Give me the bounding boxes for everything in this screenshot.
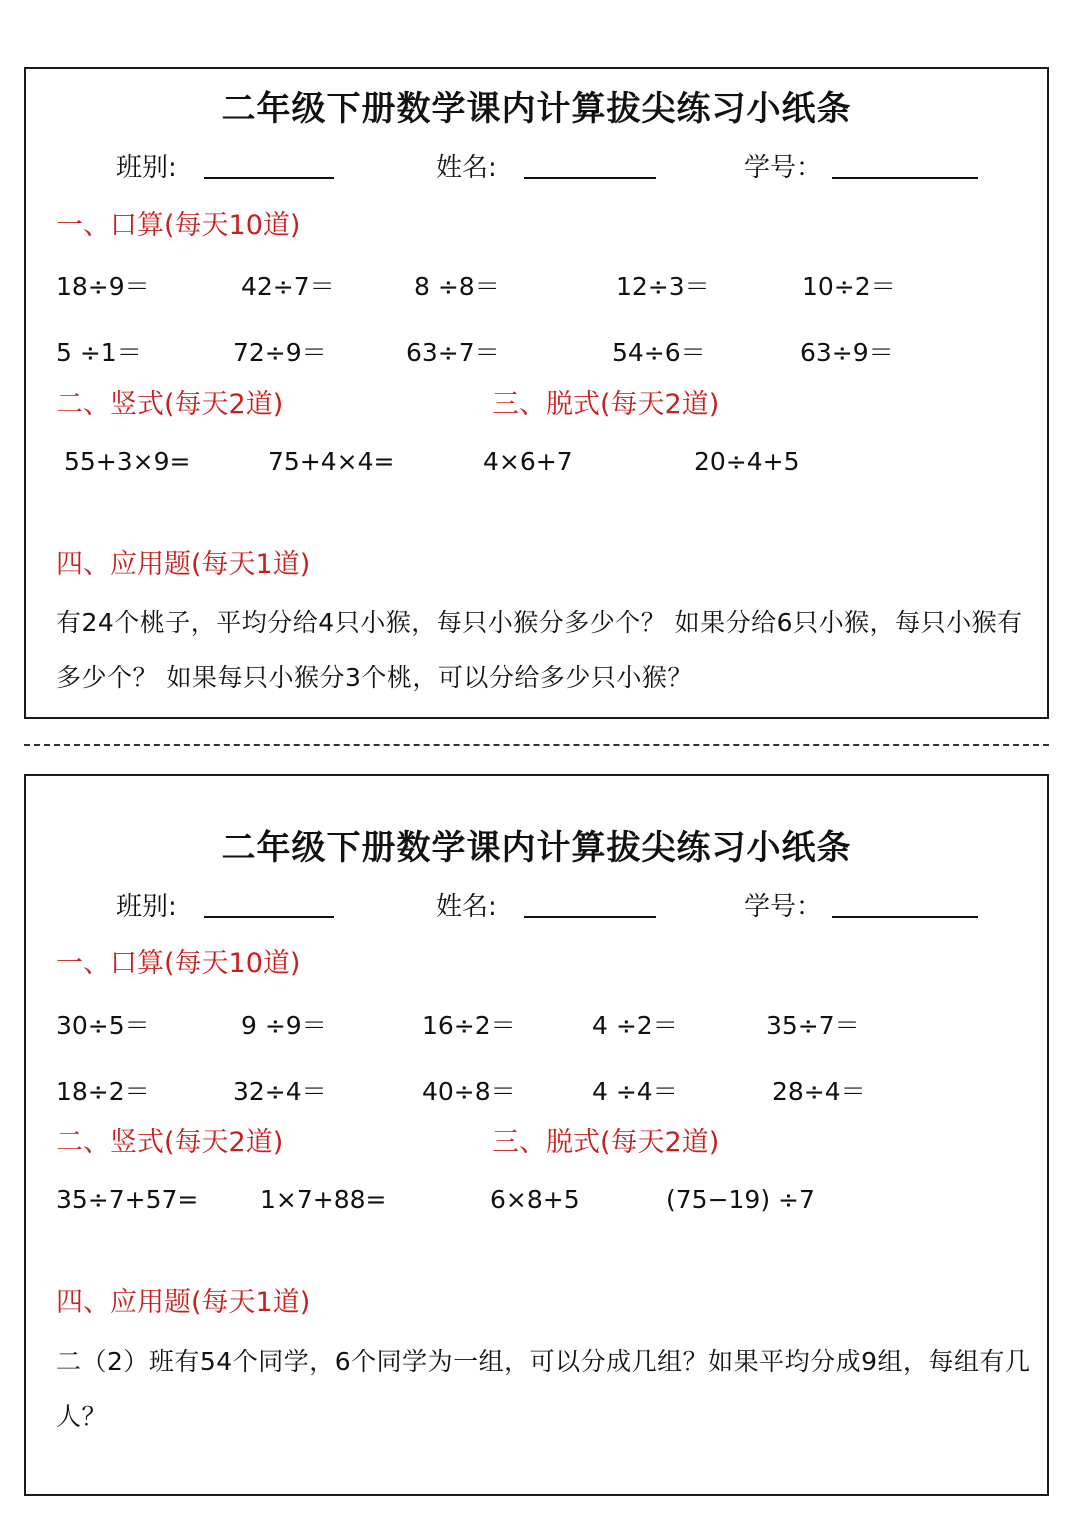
- oral-question: 4 ÷2＝: [592, 1011, 678, 1040]
- cut-line: [24, 744, 1049, 746]
- oral-question: 18÷9＝: [56, 272, 150, 301]
- unpack-question: (75−19) ÷7: [666, 1185, 815, 1214]
- class-blank[interactable]: [204, 177, 334, 179]
- section-word-problem-heading: 四、应用题(每天1道): [56, 549, 311, 580]
- oral-question: 8 ÷8＝: [414, 272, 500, 301]
- section-oral-heading: 一、口算(每天10道): [56, 948, 301, 979]
- oral-question: 28÷4＝: [772, 1077, 866, 1106]
- oral-question: 32÷4＝: [233, 1077, 327, 1106]
- oral-question: 10÷2＝: [802, 272, 896, 301]
- oral-question: 5 ÷1＝: [56, 338, 142, 367]
- student-id-blank[interactable]: [832, 916, 978, 918]
- vertical-question: 1×7+88=: [260, 1185, 387, 1214]
- section-vertical-heading: 二、竖式(每天2道): [56, 389, 284, 420]
- class-label: 班别:: [116, 892, 177, 922]
- student-id-label: 学号：: [744, 892, 823, 922]
- vertical-question: 55+3×9=: [64, 447, 191, 476]
- oral-question: 9 ÷9＝: [241, 1011, 327, 1040]
- oral-question: 42÷7＝: [241, 272, 335, 301]
- oral-question: 35÷7＝: [766, 1011, 860, 1040]
- student-id-blank[interactable]: [832, 177, 978, 179]
- section-vertical-heading: 二、竖式(每天2道): [56, 1127, 284, 1158]
- section-unpack-heading: 三、脱式(每天2道): [492, 1127, 720, 1158]
- student-id-label: 学号：: [744, 153, 823, 183]
- vertical-question: 35÷7+57=: [56, 1185, 199, 1214]
- practice-strip-2: [24, 774, 1049, 1496]
- oral-question: 63÷9＝: [800, 338, 894, 367]
- class-label: 班别:: [116, 153, 177, 183]
- vertical-question: 75+4×4=: [268, 447, 395, 476]
- practice-strip-1: [24, 67, 1049, 719]
- name-blank[interactable]: [524, 177, 656, 179]
- word-problem-text: 二（2）班有54个同学，6个同学为一组，可以分成几组？如果平均分成9组，每组有几人？: [56, 1347, 1031, 1431]
- oral-question: 40÷8＝: [422, 1077, 516, 1106]
- unpack-question: 4×6+7: [483, 447, 573, 476]
- section-unpack-heading: 三、脱式(每天2道): [492, 389, 720, 420]
- oral-question: 72÷9＝: [233, 338, 327, 367]
- oral-question: 63÷7＝: [406, 338, 500, 367]
- strip-title: 二年级下册数学课内计算拔尖练习小纸条: [221, 828, 852, 868]
- oral-question: 12÷3＝: [616, 272, 710, 301]
- oral-question: 16÷2＝: [422, 1011, 516, 1040]
- oral-question: 30÷5＝: [56, 1011, 150, 1040]
- unpack-question: 20÷4+5: [694, 447, 800, 476]
- name-label: 姓名:: [436, 153, 497, 183]
- oral-question: 54÷6＝: [612, 338, 706, 367]
- oral-question: 4 ÷4＝: [592, 1077, 678, 1106]
- class-blank[interactable]: [204, 916, 334, 918]
- name-label: 姓名:: [436, 892, 497, 922]
- unpack-question: 6×8+5: [490, 1185, 580, 1214]
- section-oral-heading: 一、口算(每天10道): [56, 210, 301, 241]
- section-word-problem-heading: 四、应用题(每天1道): [56, 1287, 311, 1318]
- oral-question: 18÷2＝: [56, 1077, 150, 1106]
- strip-title: 二年级下册数学课内计算拔尖练习小纸条: [221, 89, 852, 129]
- word-problem-text: 有24个桃子，平均分给4只小猴，每只小猴分多少个？ 如果分给6只小猴，每只小猴有多少个？ 如果每只小猴分3个桃，可以分给多少只小猴？: [56, 608, 1023, 692]
- name-blank[interactable]: [524, 916, 656, 918]
